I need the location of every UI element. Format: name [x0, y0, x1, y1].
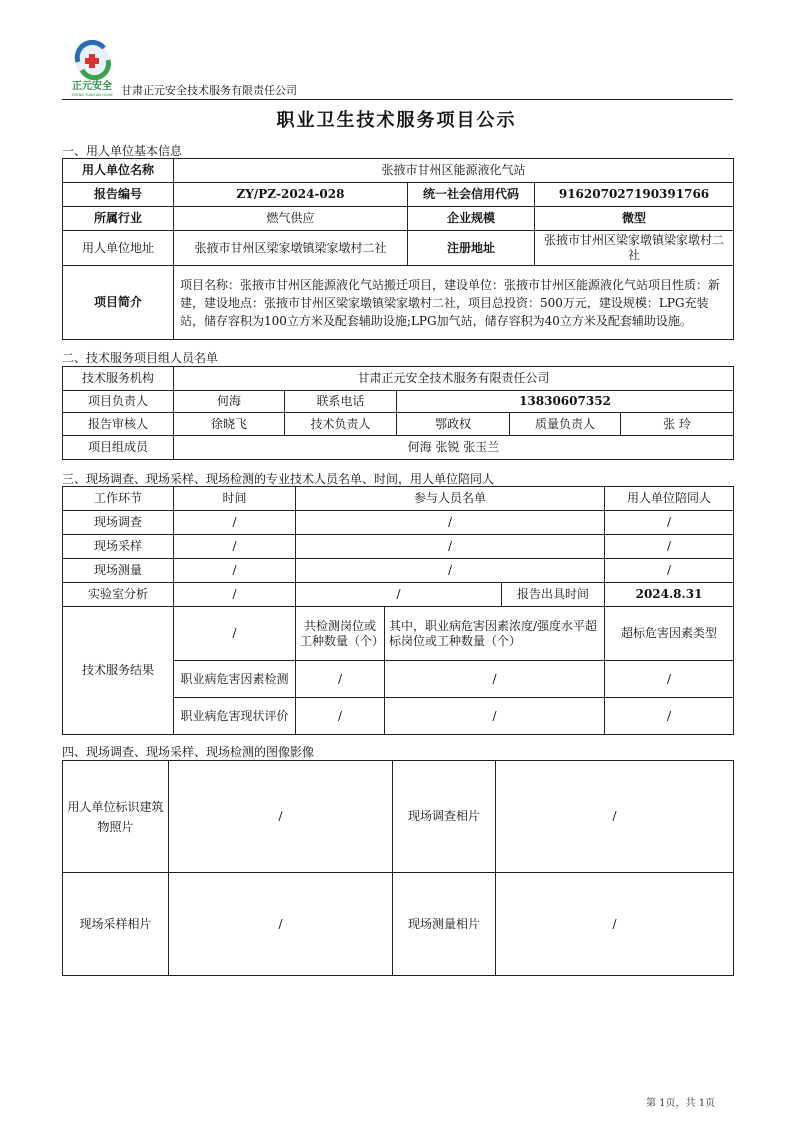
report-no-label: 报告编号	[63, 183, 174, 207]
photo3-cell: /	[169, 873, 393, 976]
result-r1-v1: /	[296, 661, 385, 698]
logo-subtext: ZHENG YUAN AN QUAN	[71, 93, 113, 97]
photo2-cell: /	[496, 761, 734, 873]
escort-cell: /	[605, 559, 734, 583]
escort-cell: /	[605, 511, 734, 535]
unit-name-label: 用人单位名称	[63, 159, 174, 183]
result-r1-label: 职业病危害因素检测	[174, 661, 296, 698]
issue-label: 报告出具时间	[502, 583, 605, 607]
section1-heading: 一、用人单位基本信息	[62, 144, 183, 158]
table-row	[63, 535, 734, 559]
issue-date: 2024.8.31	[605, 583, 734, 607]
phone-value: 13830607352	[397, 391, 734, 413]
lab-people: /	[296, 583, 502, 607]
logo-text: 正元安全	[72, 81, 112, 92]
photo1-cell: /	[169, 761, 393, 873]
table-row	[63, 511, 734, 535]
members-value: 何海 张锐 张玉兰	[174, 436, 734, 460]
company-logo	[68, 40, 116, 98]
lab-time: /	[174, 583, 296, 607]
people-cell: /	[296, 535, 605, 559]
tech-value: 鄂政权	[397, 413, 510, 436]
result-h1: 共检测岗位或工种数量（个）	[296, 607, 385, 661]
scale-label: 企业规模	[408, 207, 535, 231]
result-r2-label: 职业病危害现状评价	[174, 698, 296, 735]
photo1-label: 用人单位标识建筑物照片	[63, 761, 169, 873]
tech-label: 技术负责人	[285, 413, 397, 436]
result-r2-v3: /	[605, 698, 734, 735]
reg-address-value: 张掖市甘州区梁家墩镇梁家墩村二社	[535, 231, 734, 266]
intro-label: 项目简介	[63, 266, 174, 340]
photo3-label: 现场采样相片	[63, 873, 169, 976]
section2-heading: 二、技术服务项目组人员名单	[62, 351, 219, 365]
col-stage: 工作环节	[63, 487, 174, 511]
stage-cell: 现场采样	[63, 535, 174, 559]
result-h3: 超标危害因素类型	[605, 607, 734, 661]
credit-code-value: 916207027190391766	[535, 183, 734, 207]
unit-name-value: 张掖市甘州区能源液化气站	[174, 159, 734, 183]
quality-value: 张 玲	[621, 413, 734, 436]
basic-info-table	[62, 158, 734, 340]
site-work-table	[62, 486, 734, 735]
page-number: 第 1页，共 1页	[646, 1098, 716, 1109]
people-cell: /	[296, 511, 605, 535]
photo4-label: 现场测量相片	[393, 873, 496, 976]
col-escort: 用人单位陪同人	[605, 487, 734, 511]
page-title: 职业卫生技术服务项目公示	[276, 110, 517, 131]
reg-address-label: 注册地址	[408, 231, 535, 266]
time-cell: /	[174, 559, 296, 583]
credit-code-label: 统一社会信用代码	[408, 183, 535, 207]
result-r2-v1: /	[296, 698, 385, 735]
industry-label: 所属行业	[63, 207, 174, 231]
time-cell: /	[174, 535, 296, 559]
phone-label: 联系电话	[285, 391, 397, 413]
logo-emblem-icon	[68, 40, 116, 98]
company-name-header: 甘肃正元安全技术服务有限责任公司	[121, 84, 297, 97]
time-cell: /	[174, 511, 296, 535]
org-value: 甘肃正元安全技术服务有限责任公司	[174, 367, 734, 391]
team-table	[62, 366, 734, 460]
photo4-cell: /	[496, 873, 734, 976]
reviewer-value: 徐晓飞	[174, 413, 285, 436]
leader-value: 何海	[174, 391, 285, 413]
scale-value: 微型	[535, 207, 734, 231]
members-label: 项目组成员	[63, 436, 174, 460]
result-r1-v3: /	[605, 661, 734, 698]
header-divider	[62, 99, 733, 100]
industry-value: 燃气供应	[174, 207, 408, 231]
photo2-label: 现场调查相片	[393, 761, 496, 873]
section3-heading: 三、现场调查、现场采样、现场检测的专业技术人员名单、时间，用人单位陪同人	[62, 472, 495, 486]
result-r2-v2: /	[385, 698, 605, 735]
table-row	[63, 559, 734, 583]
quality-label: 质量负责人	[510, 413, 621, 436]
org-label: 技术服务机构	[63, 367, 174, 391]
lab-label: 实验室分析	[63, 583, 174, 607]
intro-value: 项目名称：张掖市甘州区能源液化气站搬迁项目，建设单位：张掖市甘州区能源液化气站项目性质：新建，建设地点：张掖市甘州区梁家墩镇梁家墩村二社，项目总投资：500万元，建设规模：LPG充装站，储存容积为100立方米及配套辅助设施;LPG加气站，储存容积为40立方米及配套辅助设施。	[174, 266, 734, 340]
col-people: 参与人员名单	[296, 487, 605, 511]
people-cell: /	[296, 559, 605, 583]
stage-cell: 现场调查	[63, 511, 174, 535]
result-label: 技术服务结果	[63, 607, 174, 735]
photo-table	[62, 760, 734, 976]
leader-label: 项目负责人	[63, 391, 174, 413]
section4-heading: 四、现场调查、现场采样、现场检测的图像影像	[62, 745, 315, 759]
address-value: 张掖市甘州区梁家墩镇梁家墩村二社	[174, 231, 408, 266]
escort-cell: /	[605, 535, 734, 559]
reviewer-label: 报告审核人	[63, 413, 174, 436]
result-r1-v2: /	[385, 661, 605, 698]
result-h2: 其中，职业病危害因素浓度/强度水平超标岗位或工种数量（个）	[385, 607, 605, 661]
col-time: 时间	[174, 487, 296, 511]
address-label: 用人单位地址	[63, 231, 174, 266]
stage-cell: 现场测量	[63, 559, 174, 583]
report-no-value: ZY/PZ-2024-028	[174, 183, 408, 207]
result-blank: /	[174, 607, 296, 661]
